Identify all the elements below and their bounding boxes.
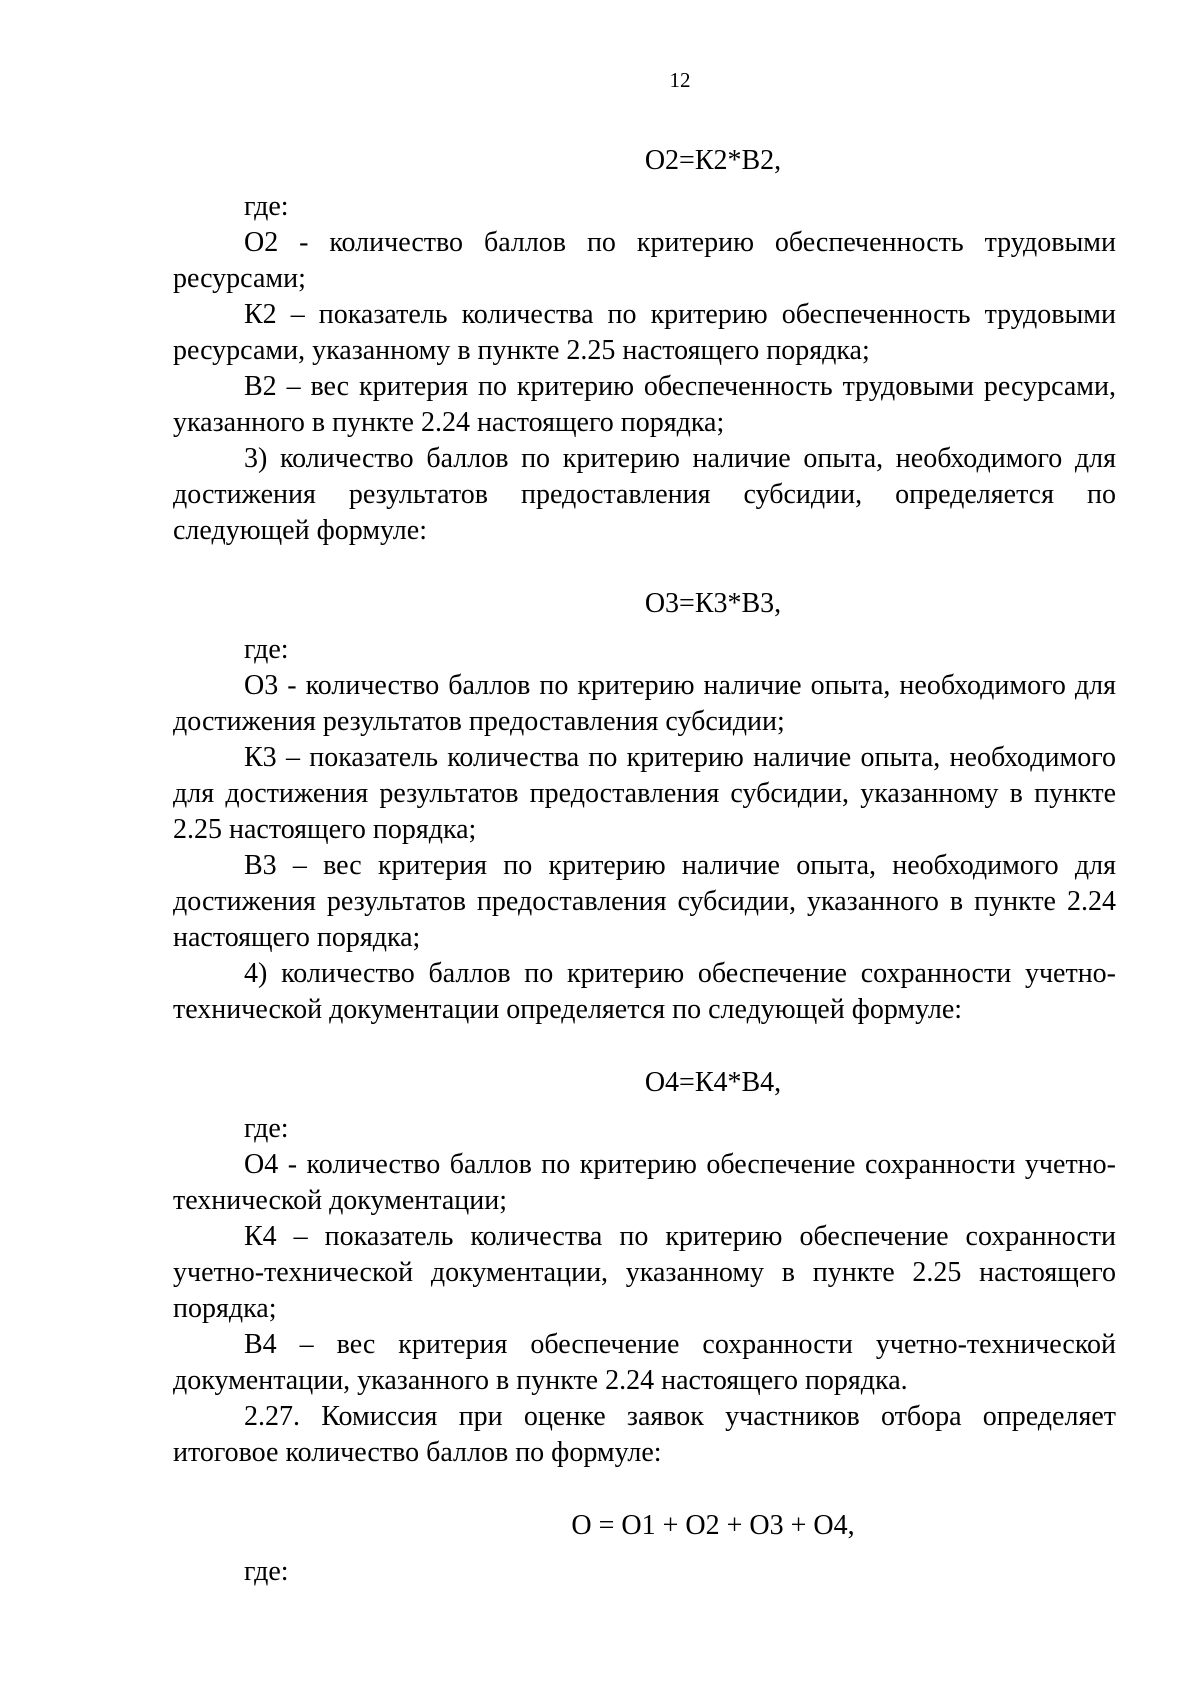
paragraph-2-27: 2.27. Комиссия при оценке заявок участников отбора определяет итоговое количество баллов по формуле: xyxy=(173,1401,1116,1468)
definition-o3: О3 - количество баллов по критерию наличие опыта, необходимого для достижения результатов предоставления субсидии; xyxy=(173,670,1116,737)
formula-o2: О2=К2*В2, xyxy=(644,145,782,176)
formula-o3: О3=К3*В3, xyxy=(644,588,782,619)
where-label: где: xyxy=(244,1113,289,1144)
formula-total: О = О1 + О2 + О3 + О4, xyxy=(571,1510,855,1541)
definition-o4: О4 - количество баллов по критерию обеспечение сохранности учетно-технической документации; xyxy=(173,1149,1116,1216)
where-label: где: xyxy=(244,634,289,665)
definition-o2: О2 - количество баллов по критерию обеспеченность трудовыми ресурсами; xyxy=(173,227,1116,294)
paragraph-criterion-3: 3) количество баллов по критерию наличие опыта, необходимого для достижения результатов предоставления субсидии, определяется по следующей формуле: xyxy=(173,443,1116,546)
definition-v3: В3 – вес критерия по критерию наличие опыта, необходимого для достижения результатов предоставления субсидии, указанного в пункте 2.24 настоящего порядка; xyxy=(173,850,1116,953)
formula-o4: О4=К4*В4, xyxy=(644,1067,782,1098)
definition-v4: В4 – вес критерия обеспечение сохранности учетно-технической документации, указанного в пункте 2.24 настоящего порядка. xyxy=(173,1329,1116,1396)
paragraph-criterion-4: 4) количество баллов по критерию обеспечение сохранности учетно-технической документации определяется по следующей формуле: xyxy=(173,958,1116,1025)
where-label: где: xyxy=(244,1556,289,1587)
definition-k2: К2 – показатель количества по критерию обеспеченность трудовыми ресурсами, указанному в пункте 2.25 настоящего порядка; xyxy=(173,299,1116,366)
definition-k4: К4 – показатель количества по критерию обеспечение сохранности учетно-технической документации, указанному в пункте 2.25 настоящего порядка; xyxy=(173,1221,1116,1324)
page-number: 12 xyxy=(669,68,691,92)
definition-k3: К3 – показатель количества по критерию наличие опыта, необходимого для достижения результатов предоставления субсидии, указанному в пункте 2.25 настоящего порядка; xyxy=(173,742,1116,845)
document-body xyxy=(173,143,1116,1590)
where-label: где: xyxy=(244,191,289,222)
definition-v2: В2 – вес критерия по критерию обеспеченность трудовыми ресурсами, указанного в пункте 2.24 настоящего порядка; xyxy=(173,371,1116,438)
